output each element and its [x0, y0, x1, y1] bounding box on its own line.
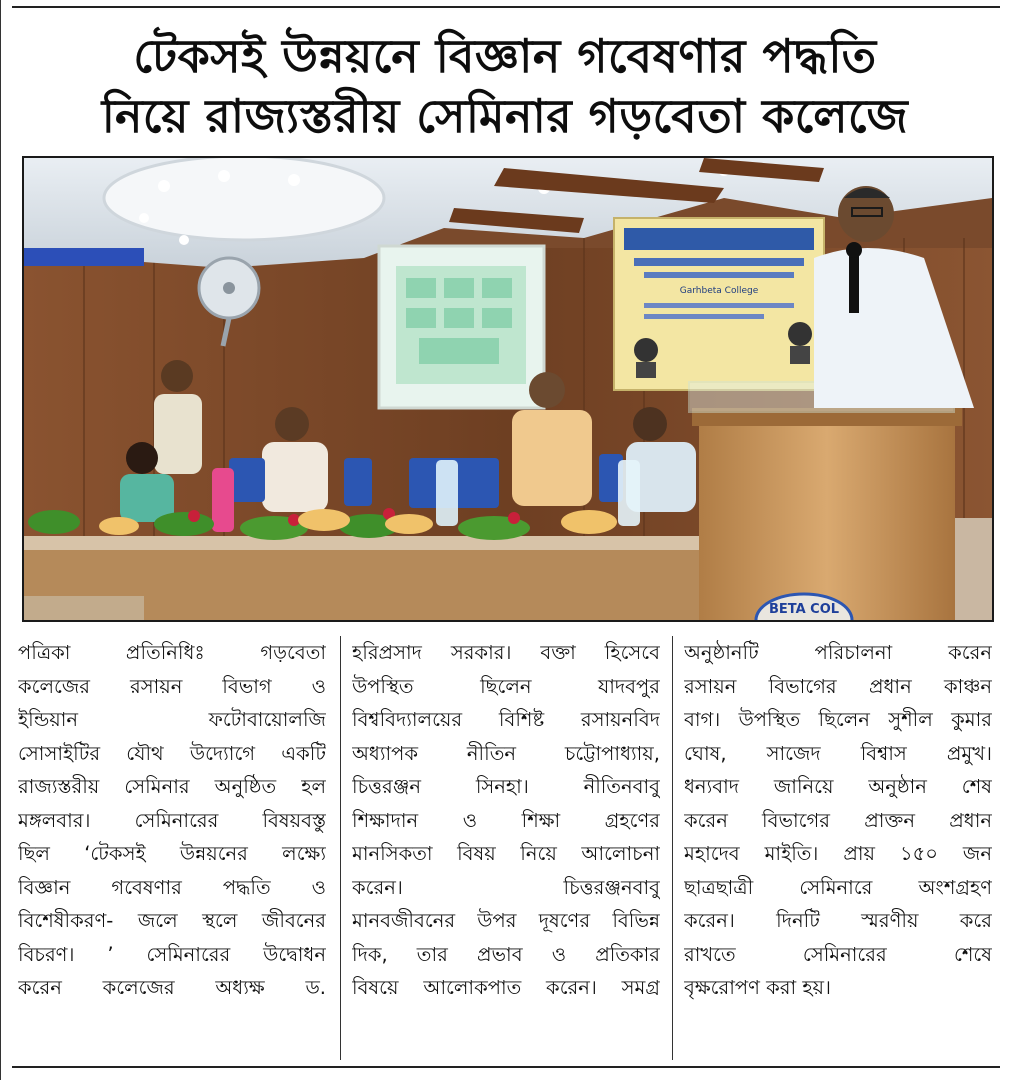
text-line: ধন্যবাদ জানিয়ে অনুষ্ঠান শেষ	[684, 775, 992, 798]
article-paragraph-1	[18, 636, 326, 1005]
text-line: অধ্যাপক নীতিন চট্টোপাধ্যায়,	[352, 741, 660, 765]
article-column-3	[684, 636, 992, 1005]
article-paragraph-2	[352, 636, 660, 1005]
seminar-photo-illustration	[24, 158, 992, 620]
text-line: বিজ্ঞান গবেষণার পদ্ধতি ও	[18, 875, 326, 899]
article-paragraph-3	[684, 636, 992, 1005]
text-line: অনুষ্ঠানটি পরিচালনা করেন	[684, 641, 992, 664]
text-line: চিত্তরঞ্জন সিনহা। নীতিনবাবু	[352, 775, 660, 798]
pink-bottle	[212, 468, 234, 532]
text-line: মহাদেব মাইতি। প্রায় ১৫০ জন	[684, 842, 992, 865]
headline-line-1: টেকসই উন্নয়নে বিজ্ঞান গবেষণার পদ্ধতি	[133, 29, 877, 83]
banner-title-text: Garhbeta College	[679, 286, 759, 296]
text-line: রাজ্যস্তরীয় সেমিনার অনুষ্ঠিত হল	[18, 775, 326, 798]
article-column-2	[352, 636, 660, 1005]
column-separator-1	[340, 636, 341, 1060]
text-line: ঘোষ, সাজেদ বিশ্বাস প্রমুখ।	[684, 741, 992, 765]
text-line: হরিপ্রসাদ সরকার। বক্তা হিসেবে	[352, 641, 660, 664]
text-line: বিশেষীকরণ- জলে স্থলে জীবনের	[18, 909, 326, 932]
text-line: করেন কলেজের অধ্যক্ষ ড.	[18, 976, 326, 999]
text-line: মানসিকতা বিষয় নিয়ে আলোচনা	[352, 842, 660, 865]
text-line: পত্রিকা প্রতিনিধিঃ গড়বেতা	[18, 641, 326, 664]
top-rule	[12, 6, 1000, 8]
text-line: করেন বিভাগের প্রাক্তন প্রধান	[684, 808, 992, 832]
podium-logo-text: BETA COL	[768, 602, 840, 617]
microphone	[849, 253, 859, 313]
text-line: বৃক্ষরোপণ করা হয়।	[684, 976, 832, 999]
podium	[689, 382, 962, 620]
text-line: রসায়ন বিভাগের প্রধান কাঞ্চন	[684, 674, 992, 698]
text-line: মঙ্গলবার। সেমিনারের বিষয়বস্তু	[18, 808, 326, 832]
text-line: করেন। দিনটি স্মরণীয় করে	[684, 909, 992, 932]
text-line: বিষয়ে আলোকপাত করেন। সমগ্র	[352, 976, 660, 999]
bottom-rule	[12, 1066, 1000, 1068]
column-separator-2	[672, 636, 673, 1060]
seminar-banner	[614, 218, 824, 390]
text-line: দিক, তার প্রভাব ও প্রতিকার	[352, 942, 660, 966]
text-line: ইন্ডিয়ান ফটোবায়োলজি	[18, 708, 326, 731]
text-line: বিশ্ববিদ্যালয়ের বিশিষ্ট রসায়নবিদ	[352, 708, 660, 731]
text-line: করেন। চিত্তরঞ্জনবাবু	[352, 875, 660, 899]
headline-line-2: নিয়ে রাজ্যস্তরীয় সেমিনার গড়বেতা কলেজে	[101, 89, 909, 143]
water-bottle	[436, 460, 458, 526]
text-line: সোসাইটির যৌথ উদ্যোগে একটি	[18, 741, 326, 765]
text-line: মানবজীবনের উপর দূষণের বিভিন্ন	[352, 909, 660, 932]
blue-trim	[24, 248, 144, 266]
text-line: বাগ। উপস্থিত ছিলেন সুশীল কুমার	[684, 708, 992, 731]
text-line: শিক্ষাদান ও শিক্ষা গ্রহণের	[352, 808, 660, 832]
article-column-1	[18, 636, 326, 1005]
text-line: কলেজের রসায়ন বিভাগ ও	[18, 674, 326, 698]
text-line: বিচরণ। ’ সেমিনারের উদ্বোধন	[18, 942, 326, 966]
text-line: রাখতে সেমিনারের শেষে	[684, 942, 992, 966]
text-line: ছিল ‘টেকসই উন্নয়নের লক্ষ্যে	[18, 842, 326, 865]
left-frame-rule	[0, 0, 1, 1080]
text-line: ছাত্রছাত্রী সেমিনারে অংশগ্রহণ	[684, 875, 992, 899]
text-line: উপস্থিত ছিলেন যাদবপুর	[352, 674, 660, 698]
news-photo	[22, 156, 994, 622]
projection-screen	[379, 246, 544, 408]
